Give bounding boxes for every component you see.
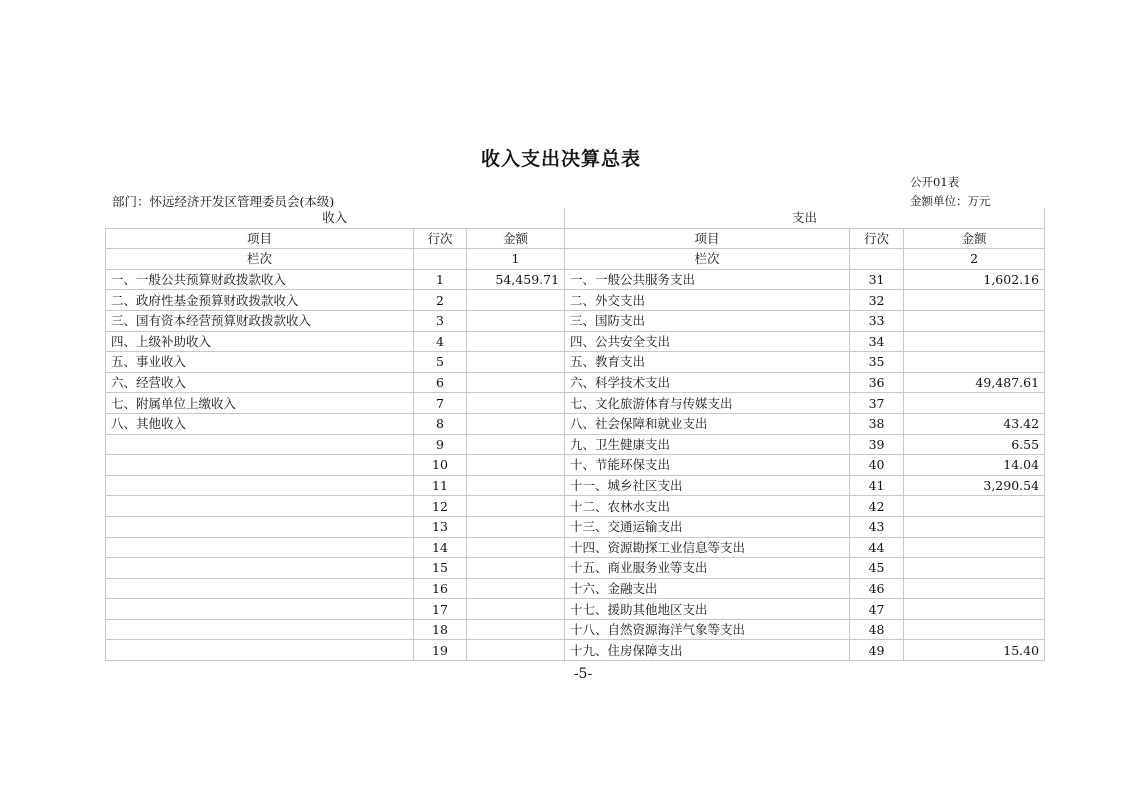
expense-amount-cell: 14.04	[904, 455, 1045, 476]
expense-item-cell: 十一、城乡社区支出	[565, 475, 850, 496]
income-amount-cell	[467, 599, 565, 620]
income-line-cell: 17	[414, 599, 467, 620]
expense-line-cell: 36	[850, 372, 904, 393]
income-item-cell	[106, 619, 414, 640]
income-amount-cell: 54,459.71	[467, 269, 565, 290]
income-line-cell: 3	[414, 310, 467, 331]
income-line-cell: 5	[414, 352, 467, 373]
income-item-cell	[106, 599, 414, 620]
table-row	[106, 413, 1045, 434]
amount-unit-label: 金额单位：万元	[910, 194, 991, 208]
expense-item-cell: 十五、商业服务业等支出	[565, 558, 850, 579]
expense-line-cell: 37	[850, 393, 904, 414]
income-section-header: 收入	[106, 208, 565, 228]
expense-line-cell: 49	[850, 640, 904, 661]
expense-amount-cell	[904, 619, 1045, 640]
expense-item-cell: 二、外交支出	[565, 290, 850, 311]
expense-amount-cell: 43.42	[904, 413, 1045, 434]
table-row	[106, 537, 1045, 558]
income-amount-cell	[467, 619, 565, 640]
table-row	[106, 372, 1045, 393]
income-expense-table	[105, 208, 1045, 661]
income-line-cell: 18	[414, 619, 467, 640]
income-item-cell	[106, 455, 414, 476]
income-line-cell: 7	[414, 393, 467, 414]
table-row	[106, 455, 1045, 476]
table-row	[106, 558, 1045, 579]
income-item-cell: 八、其他收入	[106, 413, 414, 434]
table-row	[106, 496, 1045, 517]
expense-line-cell: 35	[850, 352, 904, 373]
income-column-blank	[414, 249, 467, 270]
income-line-cell: 9	[414, 434, 467, 455]
income-item-cell: 五、事业收入	[106, 352, 414, 373]
expense-item-cell: 十七、援助其他地区支出	[565, 599, 850, 620]
expense-column-number: 2	[904, 249, 1045, 270]
expense-item-header: 项目	[565, 228, 850, 249]
income-item-cell	[106, 558, 414, 579]
income-amount-cell	[467, 372, 565, 393]
income-amount-cell	[467, 434, 565, 455]
expense-item-cell: 六、科学技术支出	[565, 372, 850, 393]
expense-amount-cell	[904, 331, 1045, 352]
expense-line-cell: 48	[850, 619, 904, 640]
expense-line-cell: 44	[850, 537, 904, 558]
expense-line-cell: 38	[850, 413, 904, 434]
expense-amount-cell: 1,602.16	[904, 269, 1045, 290]
expense-amount-cell	[904, 393, 1045, 414]
expense-amount-cell	[904, 558, 1045, 579]
income-amount-cell	[467, 331, 565, 352]
income-amount-cell	[467, 496, 565, 517]
income-amount-cell	[467, 393, 565, 414]
table-row	[106, 331, 1045, 352]
page-title: 收入支出决算总表	[480, 148, 641, 170]
income-line-cell: 10	[414, 455, 467, 476]
expense-line-cell: 46	[850, 578, 904, 599]
income-line-cell: 19	[414, 640, 467, 661]
expense-amount-cell	[904, 310, 1045, 331]
income-item-cell	[106, 496, 414, 517]
income-amount-cell	[467, 640, 565, 661]
expense-item-cell: 九、卫生健康支出	[565, 434, 850, 455]
expense-amount-cell: 15.40	[904, 640, 1045, 661]
income-line-cell: 8	[414, 413, 467, 434]
expense-item-cell: 四、公共安全支出	[565, 331, 850, 352]
expense-amount-cell	[904, 578, 1045, 599]
income-amount-cell	[467, 537, 565, 558]
table-row	[106, 599, 1045, 620]
income-item-cell: 六、经营收入	[106, 372, 414, 393]
income-column-number: 1	[467, 249, 565, 270]
expense-item-cell: 十八、自然资源海洋气象等支出	[565, 619, 850, 640]
table-row	[106, 434, 1045, 455]
expense-item-cell: 十四、资源勘探工业信息等支出	[565, 537, 850, 558]
income-line-cell: 2	[414, 290, 467, 311]
expense-line-cell: 34	[850, 331, 904, 352]
expense-column-blank	[850, 249, 904, 270]
expense-item-cell: 十二、农林水支出	[565, 496, 850, 517]
income-item-cell: 四、上级补助收入	[106, 331, 414, 352]
income-amount-cell	[467, 310, 565, 331]
expense-item-cell: 五、教育支出	[565, 352, 850, 373]
expense-line-cell: 32	[850, 290, 904, 311]
income-item-header: 项目	[106, 228, 414, 249]
expense-line-cell: 41	[850, 475, 904, 496]
table-row	[106, 640, 1045, 661]
table-row	[106, 619, 1045, 640]
expense-line-cell: 47	[850, 599, 904, 620]
income-amount-cell	[467, 290, 565, 311]
expense-amount-cell	[904, 496, 1045, 517]
expense-item-cell: 十、节能环保支出	[565, 455, 850, 476]
income-line-cell: 11	[414, 475, 467, 496]
income-line-header: 行次	[414, 228, 467, 249]
income-amount-cell	[467, 516, 565, 537]
income-item-cell: 三、国有资本经营预算财政拨款收入	[106, 310, 414, 331]
income-line-cell: 15	[414, 558, 467, 579]
income-item-cell: 七、附属单位上缴收入	[106, 393, 414, 414]
income-amount-cell	[467, 475, 565, 496]
expense-line-cell: 43	[850, 516, 904, 537]
income-line-cell: 14	[414, 537, 467, 558]
income-amount-header: 金额	[467, 228, 565, 249]
expense-amount-cell: 3,290.54	[904, 475, 1045, 496]
expense-item-cell: 七、文化旅游体育与传媒支出	[565, 393, 850, 414]
expense-column-label: 栏次	[565, 249, 850, 270]
table-row	[106, 393, 1045, 414]
expense-line-cell: 45	[850, 558, 904, 579]
expense-line-cell: 42	[850, 496, 904, 517]
income-line-cell: 1	[414, 269, 467, 290]
income-item-cell	[106, 537, 414, 558]
form-number: 公开01表	[910, 175, 960, 189]
income-line-cell: 4	[414, 331, 467, 352]
income-item-cell	[106, 516, 414, 537]
expense-amount-cell	[904, 290, 1045, 311]
income-amount-cell	[467, 578, 565, 599]
expense-amount-cell	[904, 352, 1045, 373]
income-item-cell: 二、政府性基金预算财政拨款收入	[106, 290, 414, 311]
expense-amount-cell	[904, 599, 1045, 620]
income-amount-cell	[467, 413, 565, 434]
income-line-cell: 12	[414, 496, 467, 517]
expense-item-cell: 十三、交通运输支出	[565, 516, 850, 537]
income-item-cell: 一、一般公共预算财政拨款收入	[106, 269, 414, 290]
income-item-cell	[106, 434, 414, 455]
expense-line-cell: 39	[850, 434, 904, 455]
expense-amount-cell	[904, 537, 1045, 558]
table-row	[106, 352, 1045, 373]
department-label: 部门：怀远经济开发区管理委员会(本级)	[112, 194, 335, 209]
expense-line-cell: 31	[850, 269, 904, 290]
table-row	[106, 516, 1045, 537]
expense-item-cell: 十九、住房保障支出	[565, 640, 850, 661]
expense-amount-cell: 6.55	[904, 434, 1045, 455]
income-item-cell	[106, 578, 414, 599]
expense-item-cell: 十六、金融支出	[565, 578, 850, 599]
expense-section-header: 支出	[565, 208, 1045, 228]
expense-line-cell: 33	[850, 310, 904, 331]
table-row	[106, 475, 1045, 496]
expense-item-cell: 三、国防支出	[565, 310, 850, 331]
expense-line-cell: 40	[850, 455, 904, 476]
table-row	[106, 310, 1045, 331]
expense-item-cell: 一、一般公共服务支出	[565, 269, 850, 290]
expense-item-cell: 八、社会保障和就业支出	[565, 413, 850, 434]
expense-line-header: 行次	[850, 228, 904, 249]
table-row	[106, 578, 1045, 599]
table-row	[106, 269, 1045, 290]
income-line-cell: 13	[414, 516, 467, 537]
expense-amount-cell	[904, 516, 1045, 537]
income-column-label: 栏次	[106, 249, 414, 270]
income-line-cell: 6	[414, 372, 467, 393]
income-item-cell	[106, 640, 414, 661]
income-amount-cell	[467, 558, 565, 579]
table-row	[106, 290, 1045, 311]
table-header	[106, 208, 1045, 269]
income-amount-cell	[467, 352, 565, 373]
expense-amount-header: 金额	[904, 228, 1045, 249]
income-item-cell	[106, 475, 414, 496]
income-amount-cell	[467, 455, 565, 476]
expense-amount-cell: 49,487.61	[904, 372, 1045, 393]
page-number: -5-	[573, 666, 593, 682]
income-line-cell: 16	[414, 578, 467, 599]
table-body	[106, 269, 1045, 660]
